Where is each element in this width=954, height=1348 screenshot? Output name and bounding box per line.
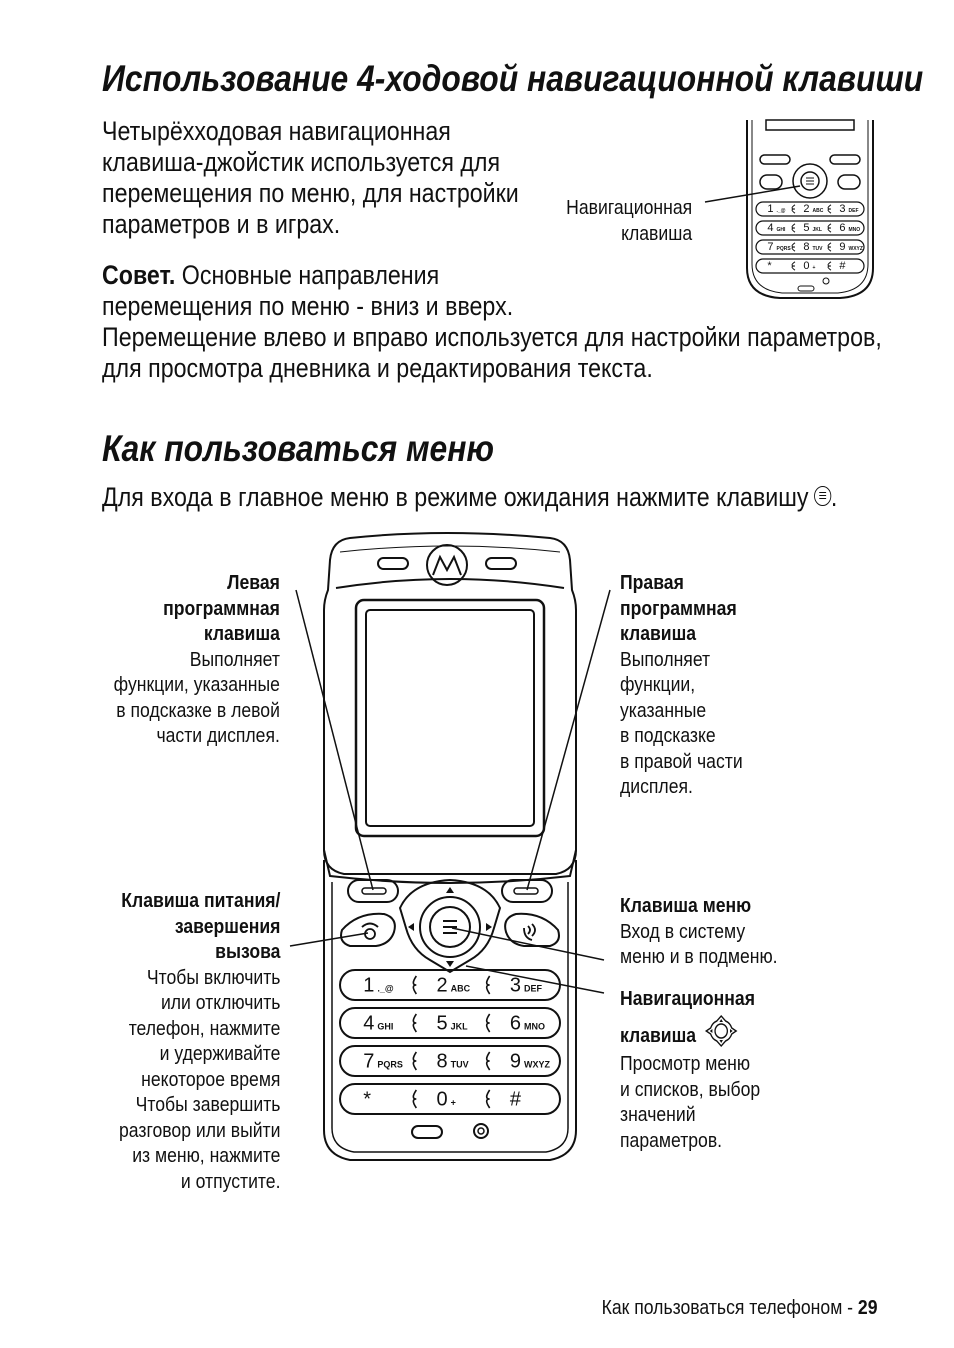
callout-title-line: программная <box>163 597 280 620</box>
callout-desc-line: части дисплея. <box>156 725 280 747</box>
callout-title-line: клавиша <box>620 623 697 645</box>
keypad-key[interactable]: 3 DEF <box>839 203 859 216</box>
callout-desc-line: и списков, выбор <box>620 1078 761 1101</box>
callout-desc-line: некоторое время <box>140 1068 280 1091</box>
callout-title-line: Правая <box>620 572 684 594</box>
callout-title-line: вызова <box>214 941 280 963</box>
callout-desc-line: из меню, нажмите <box>131 1145 280 1167</box>
callout-desc-line: значений <box>620 1104 696 1126</box>
callout-desc-line: Вход в систему <box>620 920 746 943</box>
keypad-key[interactable]: 3 DEF <box>509 974 542 997</box>
leader-power-key <box>290 933 368 946</box>
section-title-nav-key: Использование 4-ходовой навигационной клавиши <box>102 58 924 99</box>
callout-desc-line: функции, <box>620 674 696 696</box>
text-line: Четырёхходовая навигационная <box>102 116 451 146</box>
callout-desc-line: или отключить <box>160 992 280 1014</box>
leader-left-softkey <box>296 590 373 890</box>
page-footer <box>602 1297 878 1320</box>
keypad-key[interactable]: 6 MNO <box>509 1012 545 1035</box>
leader-right-softkey <box>527 590 610 890</box>
keypad-key[interactable]: 0 + <box>436 1088 456 1111</box>
keypad-key[interactable]: # <box>839 260 846 273</box>
text-line: Перемещение влево и вправо используется для настройки параметров, <box>102 322 882 352</box>
page-number: 29 <box>858 1297 878 1319</box>
callout-desc-line: и удерживайте <box>159 1043 280 1065</box>
callout-desc-line: Выполняет <box>620 648 711 671</box>
text-line: для просмотра дневника и редактирования текста. <box>102 353 653 383</box>
leader-menu-key <box>452 928 604 960</box>
callout-title-line: завершения <box>174 915 280 938</box>
keypad-key[interactable]: 5 JKL <box>803 222 822 235</box>
callout-title-line: клавиша <box>203 623 280 645</box>
callout-title-line: Навигационная <box>620 988 755 1010</box>
menu-intro-text: Для входа в главное меню в режиме ожидания нажмите клавишу <box>102 482 809 512</box>
keypad-key[interactable]: 7 PQRS <box>767 241 791 254</box>
footer-chapter: Как пользоваться телефоном - <box>602 1297 854 1319</box>
text-line: перемещения по меню - вниз и вверх. <box>102 291 514 321</box>
text-line: клавиша-джойстик используется для <box>102 147 501 177</box>
callout-desc-line: параметров. <box>620 1129 723 1152</box>
keypad-key[interactable]: * <box>767 260 772 273</box>
menu-intro-end: . <box>830 482 838 512</box>
label-line: клавиша <box>620 222 692 245</box>
keypad-key[interactable]: * <box>363 1088 371 1111</box>
tip-first: Основные направления <box>181 260 440 290</box>
section-title-menu: Как пользоваться меню <box>102 428 494 469</box>
keypad-key[interactable]: 1 ._@ <box>767 203 786 216</box>
callout-desc-line: разговор или выйти <box>118 1119 280 1142</box>
keypad-key[interactable]: # <box>509 1088 521 1111</box>
callout-desc-line: телефон, нажмите <box>128 1017 280 1040</box>
callout-desc-line: меню и в подменю. <box>620 946 778 968</box>
callout-desc-line: в подсказке <box>620 725 716 747</box>
keypad-key[interactable]: 4 GHI <box>363 1012 394 1035</box>
keypad-key[interactable]: 0 + <box>803 260 816 273</box>
callout-desc-line: Чтобы завершить <box>135 1094 280 1116</box>
callout-desc-line: в подсказке в левой <box>116 699 281 722</box>
callout-desc-line: указанные <box>620 699 707 722</box>
callout-desc-line: в правой части <box>620 750 743 773</box>
keypad-key[interactable]: 6 MNO <box>839 222 861 235</box>
callout-title-line: Клавиша питания/ <box>120 890 280 912</box>
keypad-key[interactable]: 8 TUV <box>436 1050 469 1073</box>
callout-desc-line: и отпустите. <box>180 1170 280 1193</box>
callout-title-line: программная <box>620 597 737 620</box>
text-line: перемещения по меню, для настройки <box>102 178 519 208</box>
keypad-key[interactable]: 4 GHI <box>767 222 786 235</box>
callout-desc-line: функции, указанные <box>113 674 280 696</box>
callout-desc-line: Выполняет <box>189 648 280 671</box>
leader-nav-key <box>466 966 604 993</box>
keypad-key[interactable]: 2 ABC <box>436 974 471 997</box>
callout-title-line: Левая <box>227 572 280 594</box>
keypad-key[interactable]: 5 JKL <box>436 1012 468 1035</box>
keypad-key[interactable]: 9 WXYZ <box>509 1050 550 1073</box>
label-line: Навигационная <box>566 197 692 219</box>
tip-label: Совет. <box>102 260 176 290</box>
keypad-key[interactable]: 2 ABC <box>803 203 824 216</box>
keypad-key[interactable]: 1 ._@ <box>363 974 394 997</box>
callout-desc-line: дисплея. <box>620 776 693 798</box>
keypad-key[interactable]: 8 TUV <box>803 241 823 254</box>
callout-desc-line: Чтобы включить <box>146 966 280 989</box>
callout-title-line: Клавиша меню <box>620 895 752 917</box>
keypad-key[interactable]: 7 PQRS <box>363 1050 403 1073</box>
text-line: параметров и в играх. <box>102 209 341 239</box>
callout-title-text: клавиша <box>620 1025 697 1047</box>
callout-desc-line: Просмотр меню <box>620 1053 751 1075</box>
keypad-key[interactable]: 9 WXYZ <box>839 241 863 254</box>
